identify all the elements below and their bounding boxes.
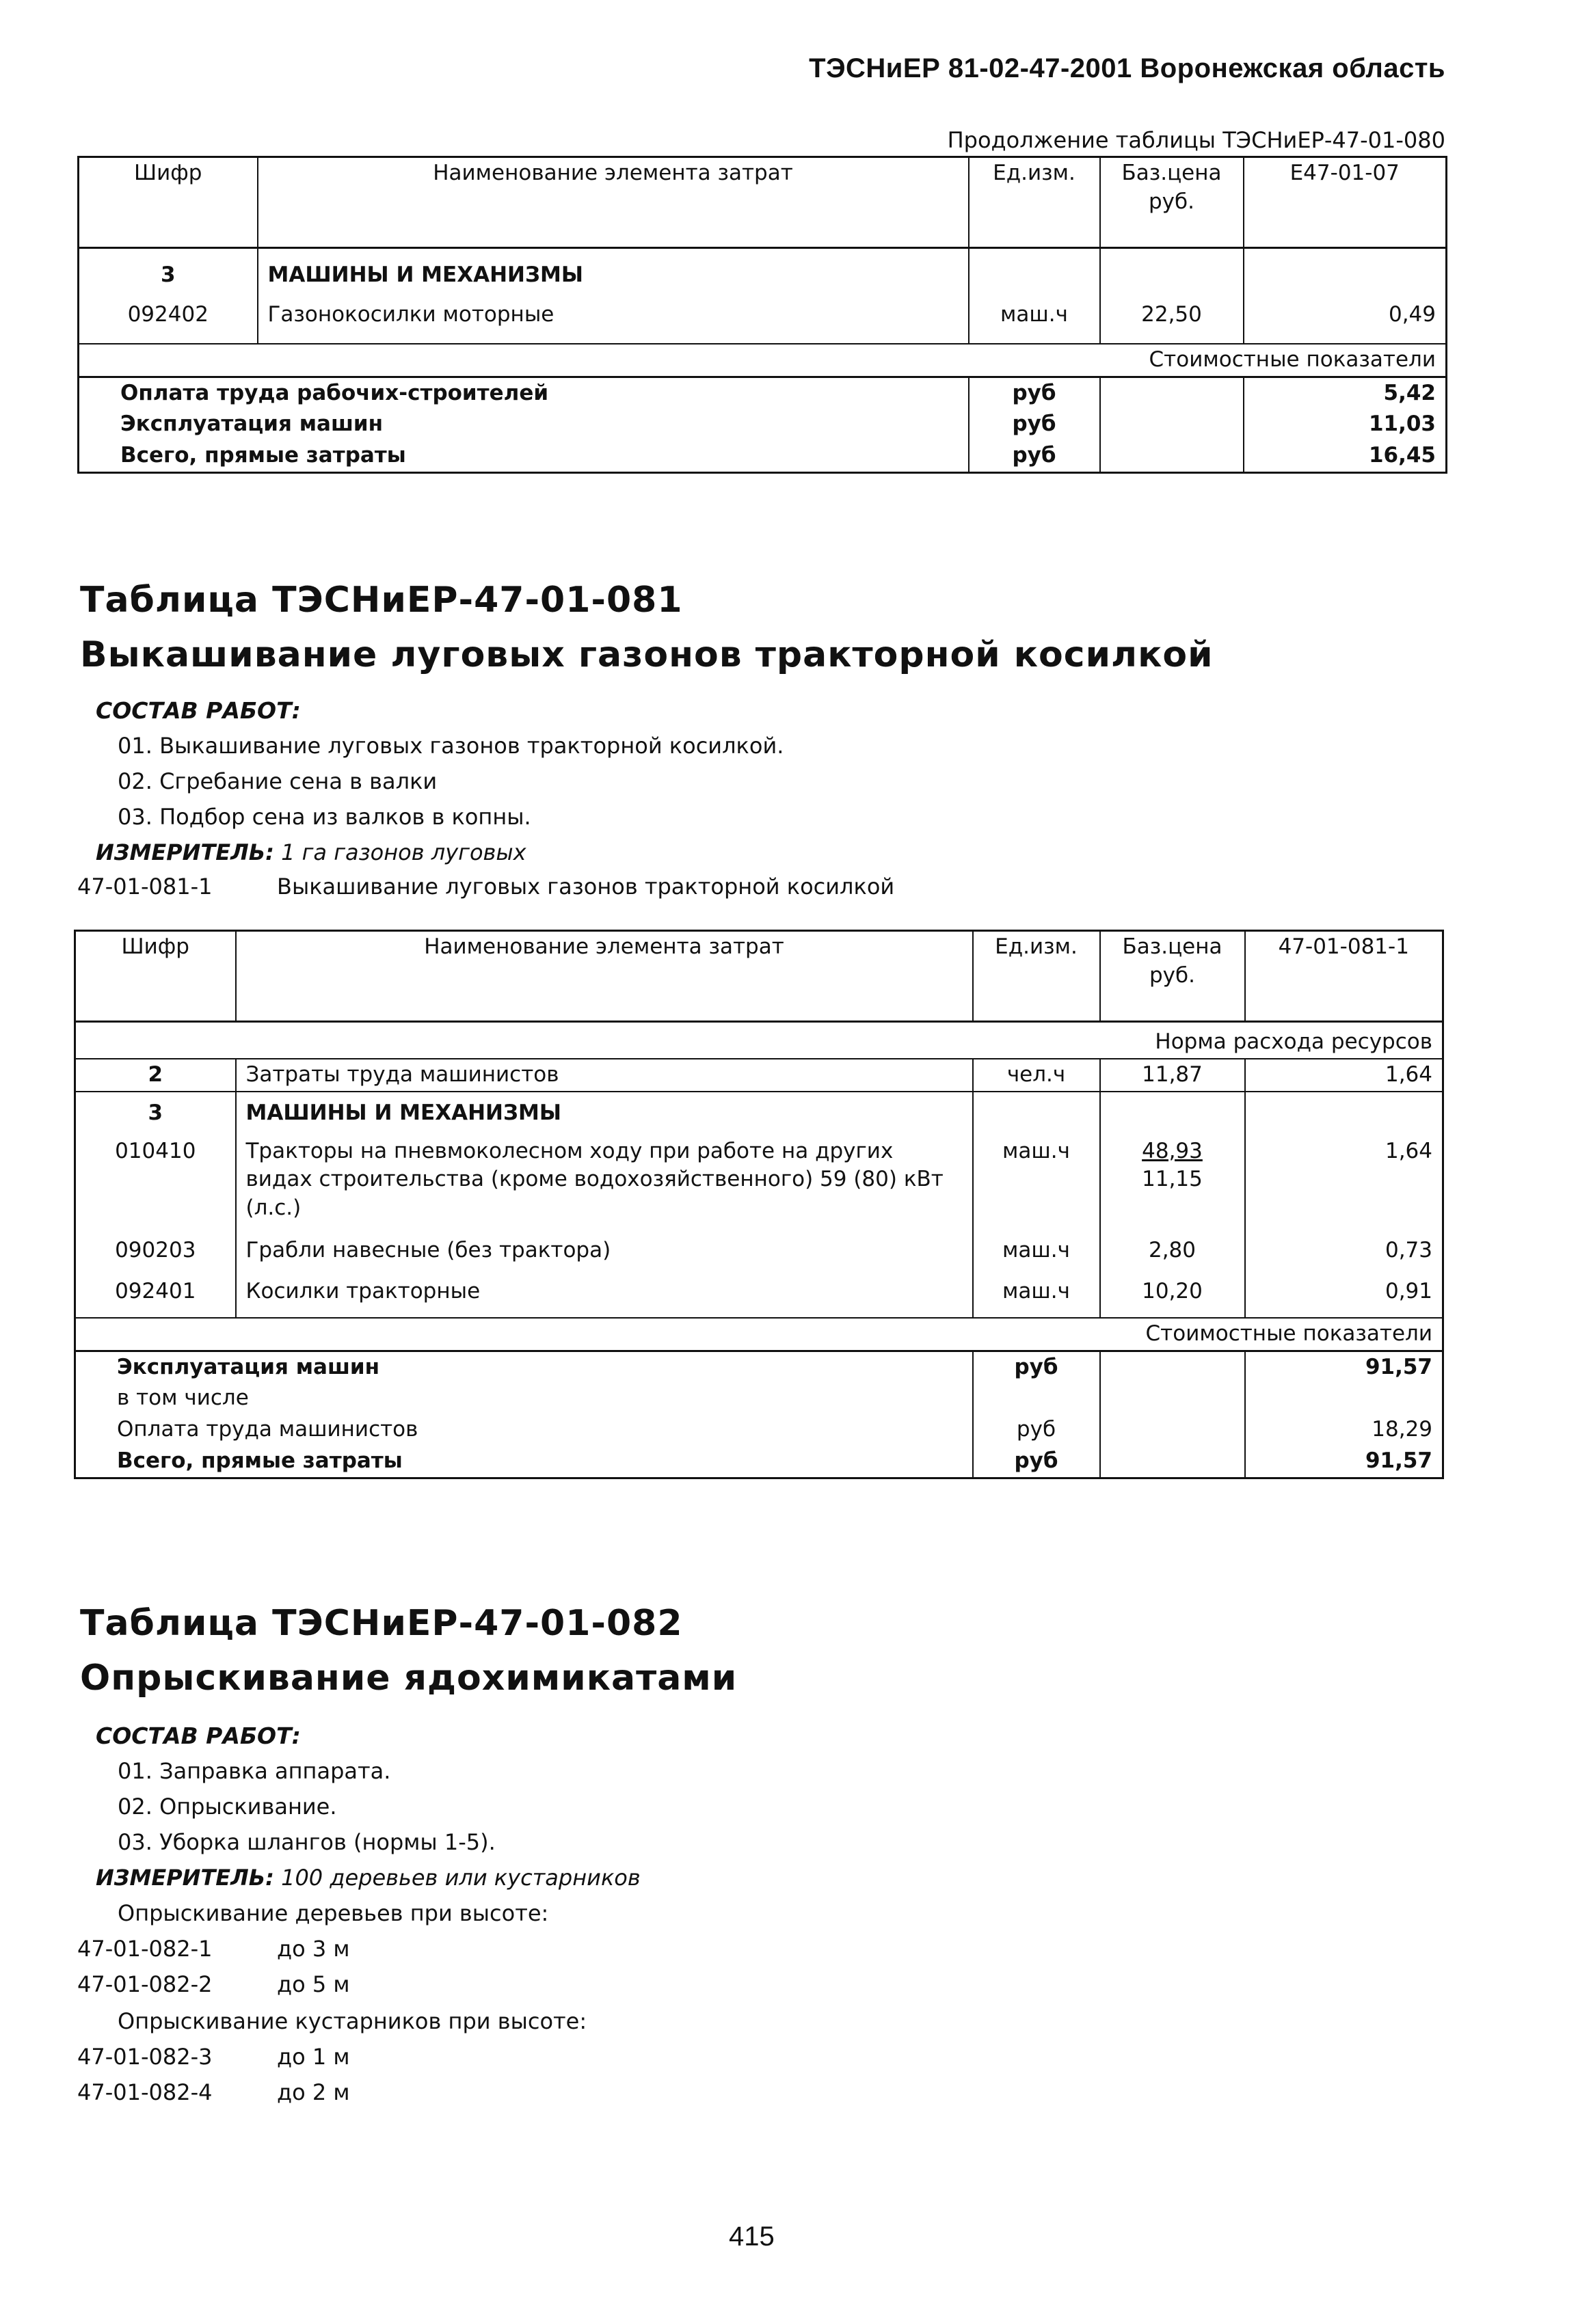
col-header-name: Наименование элемента затрат (236, 931, 973, 1022)
section-name: МАШИНЫ И МЕХАНИЗМЫ (236, 1092, 973, 1129)
works-item: 01. Заправка аппарата. (118, 1758, 391, 1784)
meter-line (96, 839, 526, 865)
total-name: Всего, прямые затраты (117, 1448, 403, 1474)
row-price: 2,80 (1100, 1232, 1245, 1267)
code: 47-01-082-1 (77, 1936, 213, 1962)
works-label: СОСТАВ РАБОТ: (96, 697, 301, 724)
code: 47-01-082-3 (77, 2044, 213, 2070)
running-header: ТЭСНиЕР 81-02-47-2001 Воронежская область (809, 53, 1445, 83)
row-value: 0,73 (1245, 1232, 1443, 1267)
section-082-subtitle: Опрыскивание ядохимикатами (80, 1658, 738, 1699)
group-caption: Опрыскивание кустарников при высоте: (118, 2008, 587, 2034)
total-name: Оплата труда рабочих-строителей (79, 377, 969, 409)
meter-label: ИЗМЕРИТЕЛЬ: (96, 1865, 274, 1891)
total-unit: руб (969, 440, 1100, 472)
code-desc: до 1 м (277, 2044, 350, 2070)
table-081 (74, 930, 1444, 1479)
total-name: Эксплуатация машин (120, 411, 384, 437)
total-row (75, 1446, 1443, 1478)
row-unit: маш.ч (973, 1267, 1100, 1318)
table-row (79, 291, 1447, 344)
total-row (79, 377, 1447, 409)
code-desc: Выкашивание луговых газонов тракторной косилкой (277, 874, 895, 900)
total-row (79, 440, 1447, 472)
col-header-price: Баз.цена руб. (1100, 157, 1244, 248)
row-unit: маш.ч (969, 291, 1100, 344)
code: 47-01-082-4 (77, 2079, 213, 2105)
row-value: 1,64 (1245, 1129, 1443, 1233)
total-name: Оплата труда машинистов (117, 1417, 418, 1442)
total-unit: руб (969, 377, 1100, 409)
total-unit: руб (973, 1414, 1100, 1446)
row-unit: маш.ч (973, 1232, 1100, 1267)
meter-line (96, 1865, 641, 1891)
col-header-price: Баз.цена руб. (1100, 931, 1245, 1022)
row-code: 010410 (115, 1138, 196, 1163)
total-row (75, 1414, 1443, 1446)
page-number: 415 (729, 2221, 775, 2252)
table-081-header (75, 931, 1443, 1022)
code-line (77, 2079, 350, 2105)
row-name: Затраты труда машинистов (236, 1059, 973, 1092)
col-header-norm: Е47-01-07 (1244, 157, 1447, 248)
col-header-unit: Ед.изм. (969, 157, 1100, 248)
table-row (75, 1232, 1443, 1267)
total-value: 16,45 (1244, 440, 1447, 472)
continuation-caption: Продолжение таблицы ТЭСНиЕР-47-01-080 (947, 127, 1445, 153)
row-code: 092402 (127, 301, 209, 327)
row-code: 092401 (115, 1278, 196, 1303)
code-line (77, 874, 895, 900)
code-desc: до 3 м (277, 1936, 350, 1962)
row-unit: маш.ч (973, 1129, 1100, 1233)
row-price-cell (1100, 1129, 1245, 1233)
section-code: 3 (160, 262, 176, 287)
total-name: Эксплуатация машин (75, 1351, 973, 1383)
table-row (75, 1129, 1443, 1233)
labor-row (75, 1059, 1443, 1092)
section-081-subtitle: Выкашивание луговых газонов тракторной косилкой (80, 634, 1214, 675)
group-caption: Опрыскивание деревьев при высоте: (118, 1900, 549, 1926)
cost-caption: Стоимостные показатели (1100, 344, 1447, 377)
section-081-title: Таблица ТЭСНиЕР-47-01-081 (80, 580, 683, 621)
row-name: Грабли навесные (без трактора) (236, 1232, 973, 1267)
total-value: 91,57 (1245, 1446, 1443, 1478)
code-line (77, 1971, 350, 1997)
row-value: 0,49 (1244, 291, 1447, 344)
norm-caption: Норма расхода ресурсов (1155, 1029, 1432, 1054)
works-label: СОСТАВ РАБОТ: (96, 1722, 301, 1749)
code-desc: до 2 м (277, 2079, 350, 2105)
code-line (77, 2044, 350, 2070)
code: 47-01-082-2 (77, 1971, 213, 1997)
col-header-norm: 47-01-081-1 (1245, 931, 1443, 1022)
section-name: МАШИНЫ И МЕХАНИЗМЫ (258, 248, 969, 291)
table-080 (77, 156, 1447, 474)
total-unit: руб (969, 409, 1100, 440)
works-item: 02. Сгребание сена в валки (118, 768, 438, 794)
total-name: Всего, прямые затраты (120, 443, 406, 468)
works-item: 01. Выкашивание луговых газонов тракторной косилкой. (118, 733, 784, 759)
row-name: Тракторы на пневмоколесном ходу при работе на других видах строительства (кроме водохозяйственного) 59 (80) кВт (л.с.) (236, 1129, 973, 1233)
total-row (79, 409, 1447, 440)
total-name: в том числе (117, 1386, 249, 1411)
works-item: 03. Подбор сена из валков в копны. (118, 804, 531, 830)
cost-caption-row (75, 1318, 1443, 1351)
total-value: 5,42 (1244, 377, 1447, 409)
meter-value: 1 га газонов луговых (281, 839, 526, 865)
row-value: 1,64 (1245, 1059, 1443, 1092)
cost-caption-row (79, 344, 1447, 377)
section-row (75, 1092, 1443, 1129)
section-082-title: Таблица ТЭСНиЕР-47-01-082 (80, 1603, 683, 1644)
total-value: 91,57 (1245, 1351, 1443, 1383)
total-unit: руб (973, 1351, 1100, 1383)
code: 47-01-081-1 (77, 874, 213, 900)
works-item: 03. Уборка шлангов (нормы 1-5). (118, 1829, 496, 1855)
row-name: Газонокосилки моторные (258, 291, 969, 344)
works-item: 02. Опрыскивание. (118, 1794, 337, 1820)
row-price-secondary: 11,15 (1142, 1167, 1203, 1192)
row-unit: чел.ч (973, 1059, 1100, 1092)
table-row (75, 1267, 1443, 1318)
row-price: 10,20 (1100, 1267, 1245, 1318)
row-code: 2 (75, 1059, 236, 1092)
cost-caption: Стоимостные показатели (1100, 1318, 1443, 1351)
total-value: 18,29 (1245, 1414, 1443, 1446)
norm-caption-row (75, 1022, 1443, 1059)
row-price: 11,87 (1100, 1059, 1245, 1092)
section-code: 3 (75, 1092, 236, 1129)
row-value: 0,91 (1245, 1267, 1443, 1318)
code-desc: до 5 м (277, 1971, 350, 1997)
meter-value: 100 деревьев или кустарников (281, 1865, 641, 1891)
col-header-unit: Ед.изм. (973, 931, 1100, 1022)
code-line (77, 1936, 350, 1962)
row-price: 22,50 (1100, 291, 1244, 344)
table-080-header (79, 157, 1447, 248)
col-header-name: Наименование элемента затрат (258, 157, 969, 248)
meter-label: ИЗМЕРИТЕЛЬ: (96, 839, 274, 865)
col-header-code: Шифр (75, 931, 236, 1022)
col-header-code: Шифр (79, 157, 258, 248)
row-code: 090203 (115, 1238, 196, 1263)
total-row (75, 1351, 1443, 1383)
total-unit: руб (973, 1446, 1100, 1478)
total-row (75, 1383, 1443, 1414)
row-name: Косилки тракторные (236, 1267, 973, 1318)
total-value: 11,03 (1244, 409, 1447, 440)
row-price: 48,93 (1142, 1138, 1203, 1163)
section-row (79, 248, 1447, 291)
